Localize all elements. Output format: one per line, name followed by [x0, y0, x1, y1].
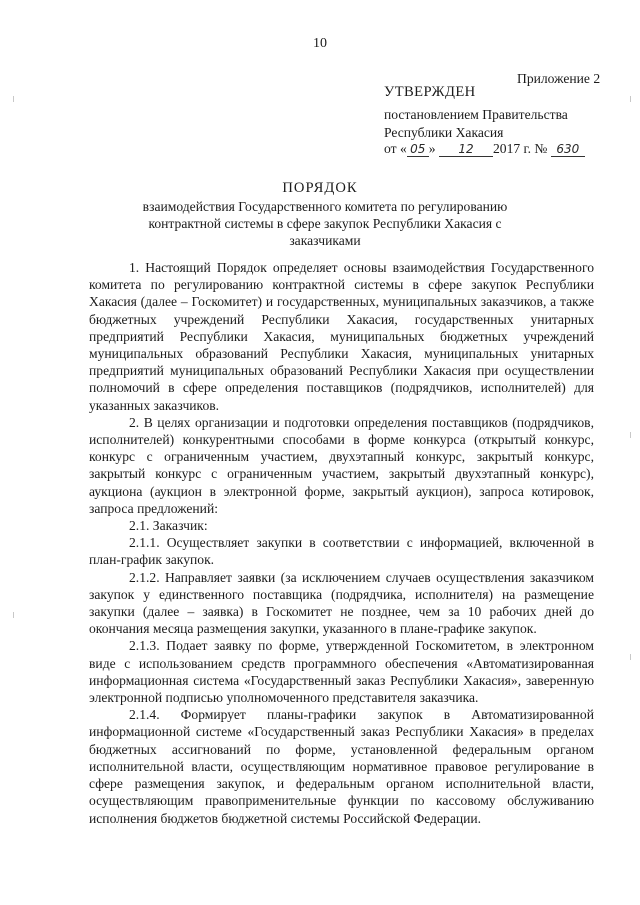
paragraph-2: 2. В целях организации и подготовки определения поставщиков (подрядчиков, исполнителей) конкурентными способами в форме конкурса (открытый конкурс, конкурс с ограниченным участием, двухэтапный конкурс, закрытый конкурс, закрытый конкурс с ограниченным участием, закрытый двухэтапный конкурс), аукциона (аукцион в электронной форме, закрытый аукцион), запроса котировок, запроса предложений: — [89, 414, 594, 516]
approval-date-line — [384, 140, 585, 157]
scan-margin-mark — [630, 96, 631, 102]
scan-margin-mark — [630, 432, 631, 438]
scan-margin-mark — [13, 612, 14, 618]
paragraph-2-1-1: 2.1.1. Осуществляет закупки в соответствии с информацией, включенной в план-график закупок. — [89, 535, 594, 568]
approval-line-1: постановлением Правительства — [384, 107, 568, 122]
date-mid: » — [428, 141, 436, 156]
scan-margin-mark — [630, 654, 631, 660]
document-title: ПОРЯДОК — [282, 180, 358, 196]
appendix-label: Приложение 2 — [517, 71, 601, 86]
paragraph-2-1-4: 2.1.4. Формирует планы-графики закупок в Автоматизированной информационной системе «Государственный заказ Республики Хакасия» в пределах бюджетных ассигнований по форме, установленной федеральным органом исполнительной власти, осуществляющим нормативное правовое регулирование в сфере размещения закупок, и федеральным органом исполнительной власти, осуществляющим правоприменительные функции по кассовому обслуживанию исполнения бюджетов бюджетной системы Российской Федерации. — [89, 707, 594, 826]
approved-heading: УТВЕРЖДЕН — [384, 84, 476, 100]
scan-margin-mark — [13, 96, 14, 102]
date-prefix: от « — [384, 141, 407, 156]
page-number: 10 — [313, 36, 327, 51]
date-year: 2017 г. № — [492, 141, 548, 156]
document-body — [89, 259, 594, 827]
paragraph-2-1-2: 2.1.2. Направляет заявки (за исключением случаев осуществления заказчиком закупок у единственного поставщика (подрядчика, исполнителя) на размещение закупки (далее – заявка) в Госкомитет не позднее, чем за 10 рабочих дней до окончания месяца размещения закупки, указанного в плане-графике закупок. — [89, 569, 594, 637]
handwritten-month: 12 — [439, 143, 493, 157]
paragraph-2-1: 2.1. Заказчик: — [129, 518, 208, 534]
handwritten-doc-number: 630 — [551, 143, 585, 157]
document-subtitle: взаимодействия Государственного комитета по регулированию контрактной системы в сфере закупок Республики Хакасия с заказчиками — [142, 199, 508, 248]
paragraph-1: 1. Настоящий Порядок определяет основы взаимодействия Государственного комитета по регулированию контрактной системы в сфере закупок Республики Хакасия (далее – Госкомитет) и государственных, муниципальных заказчиков, а также бюджетных учреждений Республики Хакасия, государственных унитарных предприятий Республики Хакасия, муниципальных бюджетных учреждений муниципальных образований Республики Хакасия, муниципальных унитарных предприятий муниципальных образований Республики Хакасия при осуществлении полномочий в сфере определения поставщиков (подрядчиков, исполнителей) для указанных заказчиков. — [89, 260, 594, 413]
paragraph-2-1-3: 2.1.3. Подает заявку по форме, утвержденной Госкомитетом, в электронном виде с использованием средств программного обеспечения «Автоматизированная информационная система «Государственный заказ Республики Хакасия», заверенную электронной подписью уполномоченного представителя заказчика. — [89, 638, 594, 706]
handwritten-day: 05 — [407, 143, 429, 157]
approval-line-2: Республики Хакасия — [384, 125, 504, 140]
